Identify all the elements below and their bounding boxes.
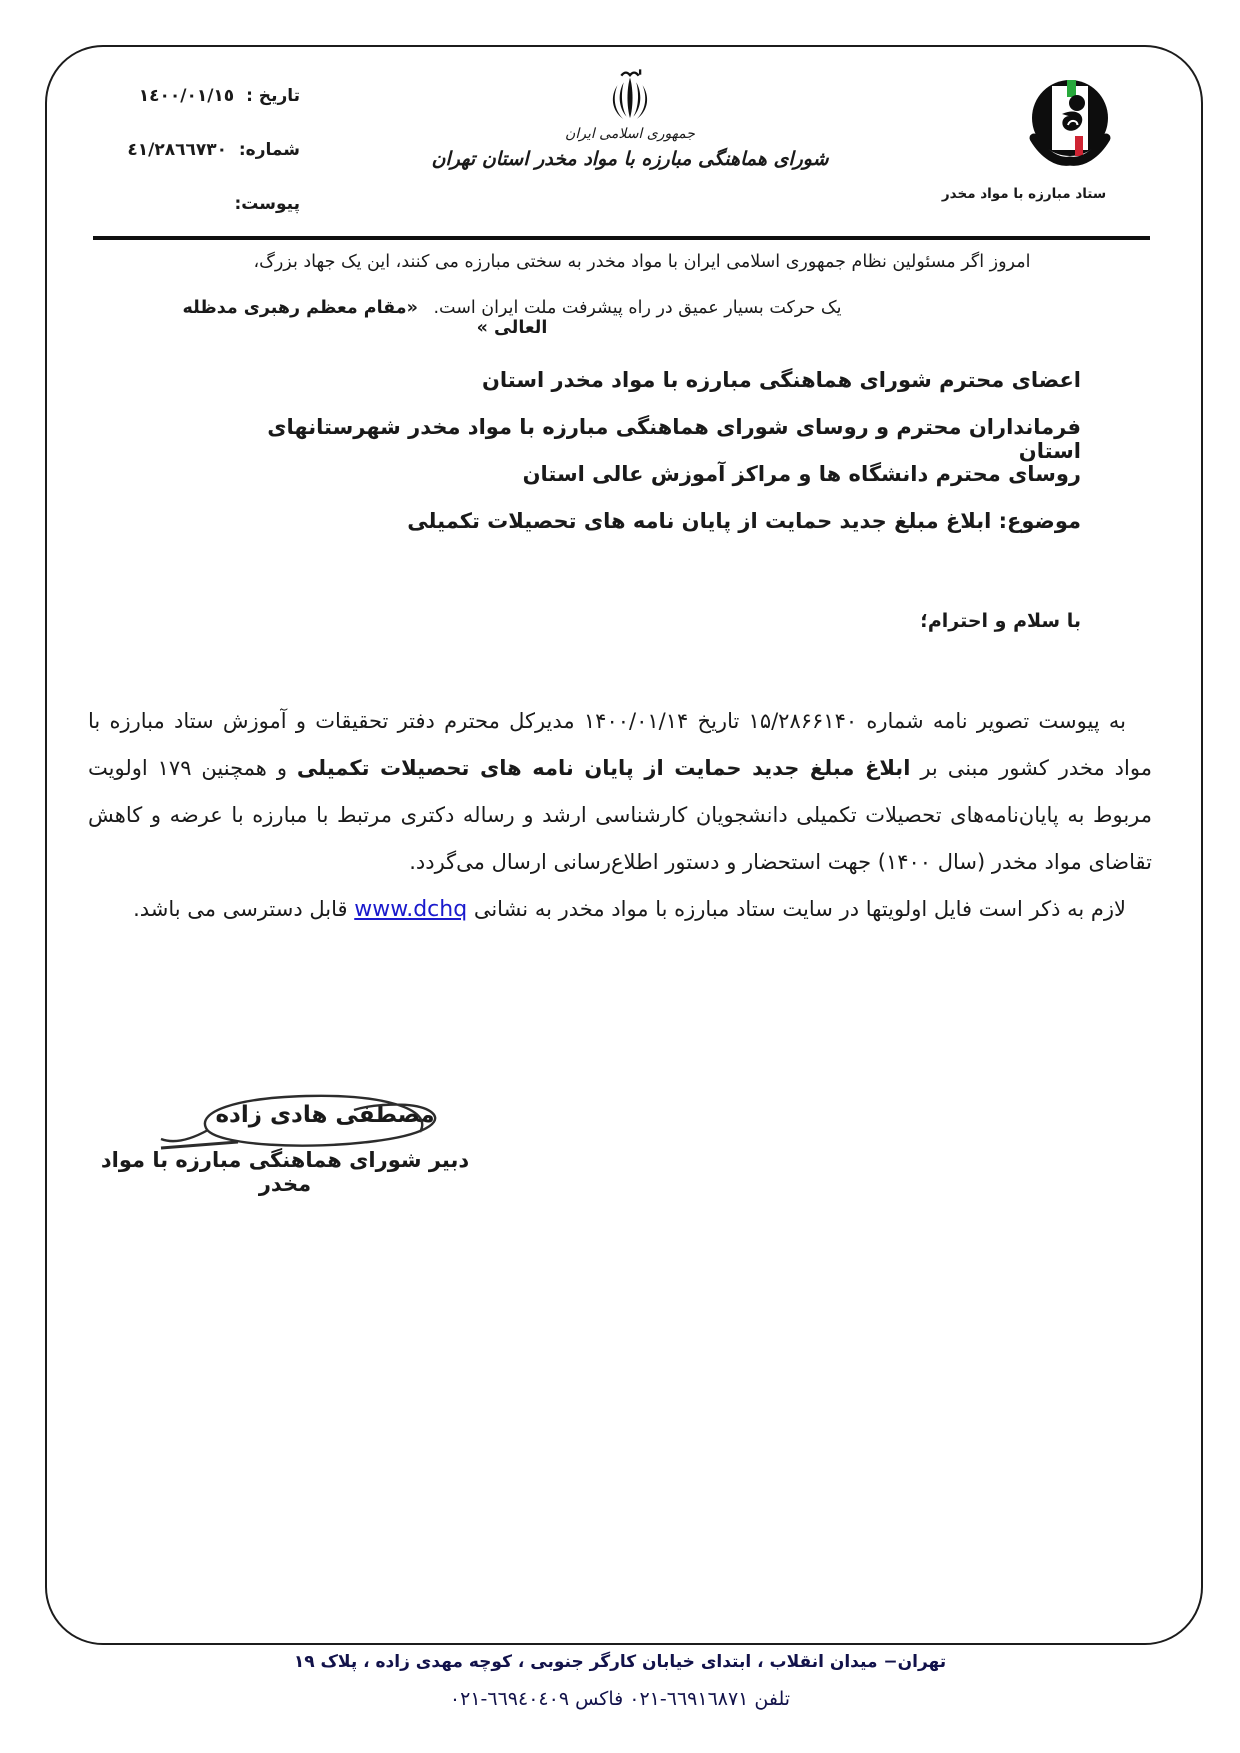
subject-label: موضوع: [998,509,1081,533]
quote-line-2-text: یک حرکت بسیار عمیق در راه پیشرفت ملت ایران است. [433,298,842,318]
letter-body [88,698,1152,933]
country-title: جمهوری اسلامی ایران [565,126,695,142]
body-p1-text-a: به پیوست تصویر نامه شماره ۱۵/۲۸۶۶۱۴۰ تاریخ ۱۴۰۰/۰۱/۱۴ مدیرکل محترم دفتر تحقیقات و آموزش ستاد مبارزه با مواد مخدر کشور مبنی بر [88,709,1152,780]
organization-title: شورای هماهنگی مبارزه با مواد مخدر استان تهران [431,148,829,170]
attachment-label: پیوست: [234,194,300,214]
body-p2-text-b: قابل دسترسی می باشد. [133,897,355,921]
body-p2-text-a: لازم به ذکر است فایل اولویتها در سایت ستاد مبارزه با مواد مخدر به نشانی [467,897,1126,921]
letterhead-center [430,66,830,170]
date-row [88,86,300,106]
footer-phone-fax: تلفن ٦٦٩١٦٨٧١-٠٢١ فاکس ٦٦٩٤٠٤٠٩-٠٢١ [449,1688,791,1710]
subject-line [255,509,1081,533]
body-p1-bold: ابلاغ مبلغ جدید حمایت از پایان نامه های تحصیلات تکمیلی [296,756,911,780]
recipient-line-1: اعضای محترم شورای هماهنگی مبارزه با مواد مخدر استان [481,368,1081,392]
hq-logo-caption: ستاد مبارزه با مواد مخدر [941,186,1107,202]
hq-logo-block [1022,76,1118,172]
iran-emblem-icon [601,66,659,120]
body-paragraph-2 [88,886,1152,933]
footer-address: تهران− میدان انقلاب ، ابتدای خیابان کارگر جنوبی ، کوچه مهدی زاده ، پلاک ۱۹ [293,1652,947,1672]
number-row [88,140,300,160]
date-label: تاریخ : [246,86,300,106]
number-value: ٤١/٢٨٦٦٧٣٠ [127,140,227,160]
signatory-title: دبیر شورای هماهنگی مبارزه با مواد مخدر [100,1148,470,1196]
signatory-name: مصطفی هادی زاده [215,1102,435,1128]
subject-text: ابلاغ مبلغ جدید حمایت از پایان نامه های تحصیلات تکمیلی [407,509,992,533]
recipient-line-2: فرمانداران محترم و روسای شورای هماهنگی مبارزه با مواد مخدر شهرستانهای استان [267,415,1081,463]
quote-attribution: «مقام معظم رهبری مدظله العالی » [182,298,548,338]
body-paragraph-1 [88,698,1152,886]
recipient-line-3: روسای محترم دانشگاه ها و مراکز آموزش عالی استان [522,462,1081,486]
body-p1-text-b: و همچنین ۱۷۹ اولویت مربوط به پایان‌نامه‌های تحصیلات تکمیلی دانشجویان کارشناسی ارشد و رساله دکتری مرتبط با مبارزه با عرضه و کاهش تقاضای مواد مخدر (سال ۱۴۰۰) جهت استحضار و دستور اطلاع‌رسانی ارسال می‌گردد. [88,756,1152,874]
quote-line-1: امروز اگر مسئولین نظام جمهوری اسلامی ایران با مواد مخدر به سختی مبارزه می کنند، این یک جهاد بزرگ، [253,252,1031,272]
number-label: شماره: [238,140,300,160]
header-divider [93,236,1150,240]
dchq-logo-icon [1024,76,1116,168]
date-value: ١٤٠٠/٠١/١٥ [138,86,235,106]
greeting: با سلام و احترام؛ [920,610,1081,632]
dchq-website-link[interactable]: www.dchq [354,897,468,922]
quote-line-2 [178,298,846,338]
attachment-row [88,194,300,214]
